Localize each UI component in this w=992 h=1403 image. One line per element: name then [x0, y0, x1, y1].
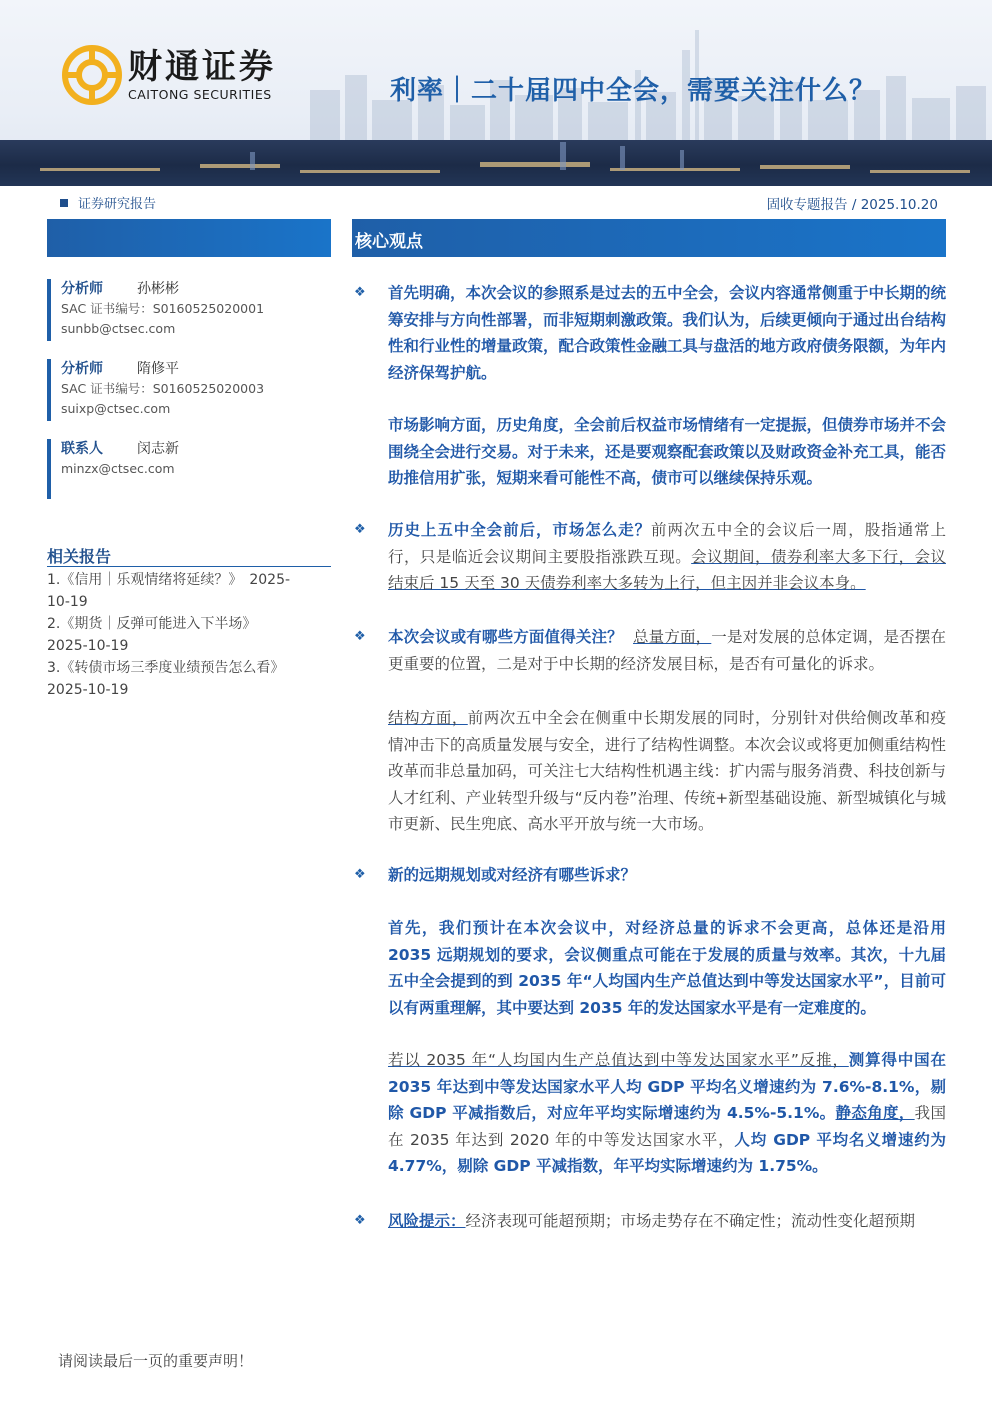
risk-paragraph	[388, 1208, 946, 1235]
analyst-role: 分析师	[61, 281, 103, 297]
estimate-text-a: 若以 2035 年“人均国内生产总值达到中等发达国家水平”反推，	[388, 1051, 849, 1069]
analyst-name: 孙彬彬	[137, 281, 179, 297]
history-paragraph	[388, 517, 946, 597]
contact-name: 闵志新	[137, 441, 179, 457]
analyst-name: 隋修平	[137, 361, 179, 377]
report-header	[0, 0, 992, 186]
total-subheading: 总量方面，	[633, 628, 712, 646]
analyst-sac: SAC 证书编号：S0160525020003	[61, 381, 265, 396]
related-report-item[interactable]	[47, 569, 331, 613]
analyst-role: 分析师	[61, 361, 103, 377]
focus-heading: 本次会议或有哪些方面值得关注？	[388, 628, 623, 646]
diamond-bullet-icon: ❖	[354, 1213, 366, 1228]
static-subheading: 静态角度，	[835, 1104, 915, 1122]
related-report-line: 3.《转债市场三季度业绩预告怎么看》	[47, 660, 285, 676]
diamond-bullet-icon: ❖	[354, 522, 366, 537]
related-report-item[interactable]	[47, 613, 331, 657]
core-view-bar	[352, 219, 946, 257]
report-title: 利率｜二十届四中全会，需要关注什么？	[390, 76, 877, 106]
related-report-line: 1.《信用｜乐观情绪将延续？》 2025-	[47, 572, 291, 588]
diamond-bullet-icon: ❖	[354, 285, 366, 300]
core-paragraph-1: 首先明确，本次会议的参照系是过去的五中全会，会议内容通常侧重于中长期的统筹安排与方向性部署，而非短期刺激政策。我们认为，后续更倾向于通过出台结构性和行业性的增量政策，配合政策性金融工具与盘活的地方政府债务限额，为年内经济保驾护航。	[388, 284, 947, 382]
estimate-text-d: 我国在 2035 年达到 2020 年的中等发达国家水平，	[388, 1104, 946, 1149]
estimate-text-e: 人均 GDP 平均名义增速约为 4.77%，剔除 GDP 平减指数，年平均实际增速约为 1.75%。	[388, 1130, 946, 1175]
total-text: 一是对发展的总体定调，是否摆在更重要的位置，二是对于中长期的经济发展目标，是否有可量化的诉求。	[388, 628, 946, 673]
sidebar-header-bar	[47, 219, 331, 257]
related-reports-title: 相关报告	[47, 547, 112, 566]
footer-disclaimer: 请阅读最后一页的重要声明！	[58, 1352, 254, 1370]
analyst-sac: SAC 证书编号：S0160525020001	[61, 301, 265, 316]
diamond-bullet-icon: ❖	[354, 629, 366, 644]
related-report-line: 2.《期货｜反弹可能进入下半场》	[47, 616, 257, 632]
estimate-paragraph	[388, 1047, 946, 1180]
analyst-email[interactable]: suixp@ctsec.com	[61, 401, 171, 416]
related-report-date: 10-19	[47, 594, 88, 610]
company-logo	[62, 45, 276, 105]
contact-role: 联系人	[61, 441, 103, 457]
core-paragraph-2: 市场影响方面，历史角度，全会前后权益市场情绪有一定提振，但债券市场并不会围绕全会进行交易。对于未来，还是要观察配套政策以及财政资金补充工具，能否助推信用扩张，短期来看可能性不高，债市可以继续保持乐观。	[388, 416, 947, 487]
diamond-bullet-icon: ❖	[354, 867, 366, 882]
report-type-label: 证券研究报告	[78, 197, 157, 212]
related-divider	[47, 566, 331, 567]
plan-heading: 新的远期规划或对经济有哪些诉求？	[388, 866, 637, 884]
related-report-item[interactable]	[47, 657, 331, 701]
structure-text: 前两次五中全会在侧重中长期发展的同时，分别针对供给侧改革和疫情冲击下的高质量发展与安全，进行了结构性调整。本次会议或将更加侧重结构性改革而非总量加码，可关注七大结构性机遇主线：扩内需与服务消费、科技创新与人才红利、产业转型升级与“反内卷”治理、传统+新型基础设施、新型城镇化与城市更新、民生兜底、高水平开放与统一大市场。	[388, 709, 947, 833]
related-report-date: 2025-10-19	[47, 682, 129, 698]
report-category-date: 固收专题报告 / 2025.10.20	[766, 197, 938, 213]
contact-email[interactable]: minzx@ctsec.com	[61, 461, 175, 476]
related-report-date: 2025-10-19	[47, 638, 129, 654]
logo-chinese-name: 财通证券	[128, 47, 276, 87]
risk-text: 经济表现可能超预期；市场走势存在不确定性；流动性变化超预期	[465, 1212, 916, 1230]
analyst-email[interactable]: sunbb@ctsec.com	[61, 321, 176, 336]
focus-paragraph	[388, 624, 946, 677]
caitong-logo-icon	[62, 45, 122, 105]
history-text-b: 会议期间，债券利率大多下行，会议结束后 15 天至 30 天债券利率大多转为上行，但主因并非会议本身。	[388, 547, 946, 592]
core-view-heading: 核心观点	[355, 232, 423, 252]
structure-subheading: 结构方面，	[388, 709, 468, 727]
structure-paragraph	[388, 705, 946, 838]
risk-heading: 风险提示：	[388, 1212, 466, 1230]
history-text-a: 前两次五中全的会议后一周，股指通常上行，只是临近会议期间主要股指涨跌互现。	[388, 521, 946, 566]
history-heading: 历史上五中全会前后，市场怎么走？	[388, 521, 652, 539]
estimate-text-b: 测算得中国在 2035 年达到中等发达国家水平人均 GDP 平均名义增速约为 7.6%-8.1%，剔除 GDP 平减指数后，对应年平均实际增速约为 4.5%-5.1%。	[388, 1051, 946, 1122]
analyst-card	[47, 279, 331, 341]
plan-paragraph: 首先，我们预计在本次会议中，对经济总量的诉求不会更高，总体还是沿用 2035 远期规划的要求，会议侧重点可能在于发展的质量与效率。其次，十九届五中全会提到的到 2035 年“人均国内生产总值达到中等发达国家水平”，目前可以有两重理解，其中要达到 2035 年的发达国家水平是有一定难度的。	[388, 919, 946, 1017]
city-night-banner	[0, 140, 992, 186]
square-bullet-icon	[60, 199, 68, 207]
contact-card	[47, 439, 331, 499]
logo-english-name: CAITONG SECURITIES	[128, 87, 272, 102]
report-type	[60, 193, 156, 212]
analyst-card	[47, 359, 331, 421]
